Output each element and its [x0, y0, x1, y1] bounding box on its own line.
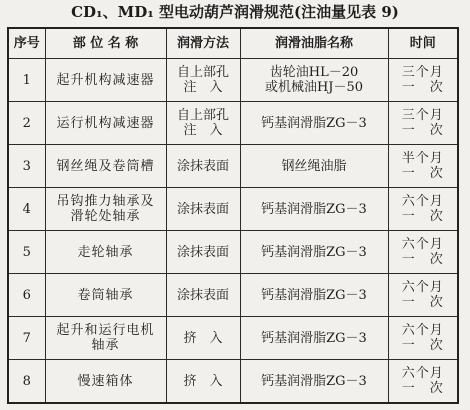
cell-lubricant: 钙基润滑脂ZG－3 [240, 274, 388, 317]
cell-lubricant: 钙基润滑脂ZG－3 [240, 231, 388, 274]
cell-lubricant: 钙基润滑脂ZG－3 [240, 102, 388, 145]
cell-method: 涂抹表面 [166, 274, 240, 317]
cell-method: 自上部孔 注 入 [166, 59, 240, 102]
cell-index: 8 [8, 360, 45, 404]
table-row [8, 145, 458, 188]
cell-index: 7 [8, 317, 45, 360]
header-index: 序号 [8, 28, 45, 59]
cell-interval: 六个月 一 次 [388, 360, 458, 404]
cell-part: 钢丝绳及卷筒槽 [45, 145, 166, 188]
cell-lubricant: 钙基润滑脂ZG－3 [240, 188, 388, 231]
header-interval: 时间 [388, 28, 458, 59]
header-row [8, 28, 458, 59]
cell-method: 自上部孔 注 入 [166, 102, 240, 145]
table-row [8, 360, 458, 404]
header-method: 润滑方法 [166, 28, 240, 59]
cell-lubricant: 齿轮油HL－20 或机械油HJ－50 [240, 59, 388, 102]
table-row [8, 274, 458, 317]
cell-lubricant: 钢丝绳油脂 [240, 145, 388, 188]
cell-method: 涂抹表面 [166, 231, 240, 274]
cell-lubricant: 钙基润滑脂ZG－3 [240, 317, 388, 360]
cell-interval: 六个月 一 次 [388, 274, 458, 317]
cell-lubricant: 钙基润滑脂ZG－3 [240, 360, 388, 404]
cell-interval: 半个月 一 次 [388, 145, 458, 188]
cell-index: 2 [8, 102, 45, 145]
cell-index: 4 [8, 188, 45, 231]
cell-part: 慢速箱体 [45, 360, 166, 404]
cell-method: 挤 入 [166, 317, 240, 360]
cell-part: 运行机构减速器 [45, 102, 166, 145]
cell-index: 6 [8, 274, 45, 317]
cell-part: 卷筒轴承 [45, 274, 166, 317]
cell-index: 3 [8, 145, 45, 188]
document-title: CD₁、MD₁ 型电动葫芦润滑规范(注油量见表 9) [71, 3, 399, 21]
cell-part: 起升和运行电机 轴承 [45, 317, 166, 360]
lubrication-table [7, 27, 459, 404]
cell-method: 涂抹表面 [166, 188, 240, 231]
cell-interval: 六个月 一 次 [388, 188, 458, 231]
table-row [8, 102, 458, 145]
cell-interval: 三个月 一 次 [388, 59, 458, 102]
cell-interval: 六个月 一 次 [388, 231, 458, 274]
table-row [8, 59, 458, 102]
table-row [8, 188, 458, 231]
table-row [8, 231, 458, 274]
cell-interval: 三个月 一 次 [388, 102, 458, 145]
cell-interval: 六个月 一 次 [388, 317, 458, 360]
table-row [8, 317, 458, 360]
cell-method: 涂抹表面 [166, 145, 240, 188]
cell-index: 5 [8, 231, 45, 274]
table-header [8, 28, 458, 59]
cell-part: 起升机构减速器 [45, 59, 166, 102]
header-lubricant: 润滑油脂名称 [240, 28, 388, 59]
table-body [8, 59, 458, 404]
cell-method: 挤 入 [166, 360, 240, 404]
header-part: 部 位 名 称 [45, 28, 166, 59]
cell-part: 吊钩推力轴承及 滑轮处轴承 [45, 188, 166, 231]
cell-part: 走轮轴承 [45, 231, 166, 274]
cell-index: 1 [8, 59, 45, 102]
